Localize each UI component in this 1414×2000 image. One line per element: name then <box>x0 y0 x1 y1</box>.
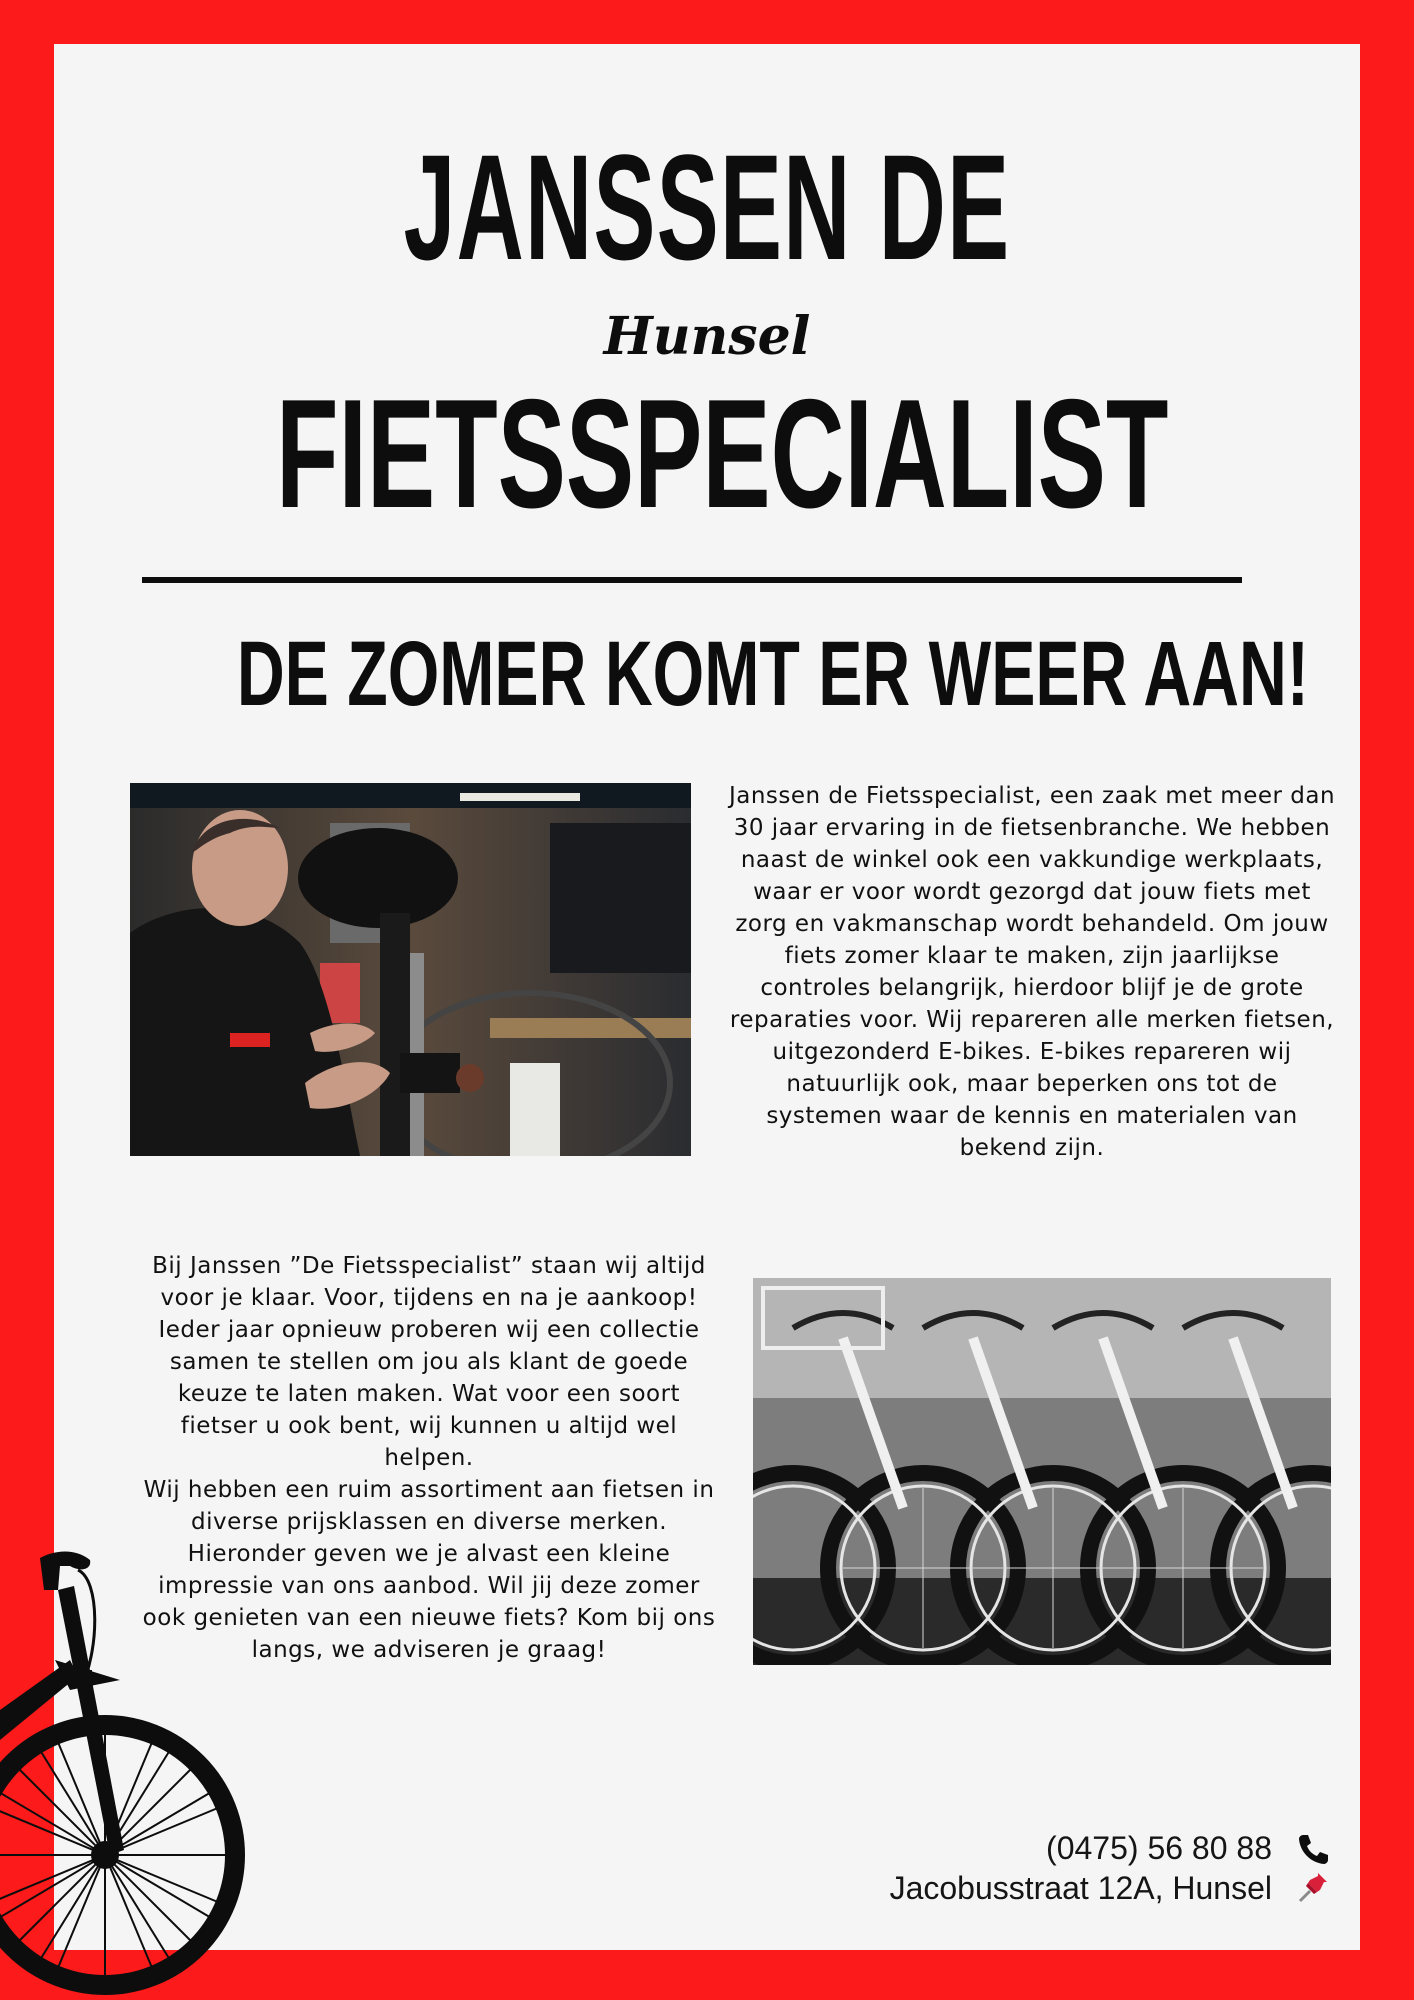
intro-paragraph: Janssen de Fietsspecialist, een zaak met meer dan 30 jaar ervaring in de fietsenbranche. We hebben naast de winkel ook een vakkundige werkplaats, waar er voor wordt gezorgd dat jouw fiets met zorg en vakmanschap wordt behandeld. Om jouw fiets zomer klaar te maken, zijn jaarlijkse controles belangrijk, hierdoor blijf je de grote reparaties voor. Wij repareren alle merken fietsen, uitgezonderd E-bikes. E-bikes repareren wij natuurlijk ook, maar beperken ons tot de systemen waar de kennis en materialen van bekend zijn. <box>728 783 1336 1161</box>
title-hunsel: Hunsel <box>603 306 811 367</box>
title-fietsspecialist: FIETSSPECIALIST <box>276 367 1169 540</box>
address: Jacobusstraat 12A, Hunsel <box>889 1870 1272 1906</box>
phone-icon <box>1296 1832 1330 1866</box>
collection-paragraph-part2: Wij hebben een ruim assortiment aan fietsen in diverse prijsklassen en diverse merken. Hieronder geven we je alvast een kleine impressie van ons aanbod. Wil jij deze zomer ook genieten van een nieuwe fiets? Kom bij ons langs, we adviseren je graag! <box>142 1477 716 1663</box>
bicycles-photo <box>753 1278 1331 1665</box>
title-janssen-de: JANSSEN DE <box>403 123 1011 291</box>
bicycle-silhouette-icon <box>0 1530 270 2000</box>
headline: DE ZOMER KOMT ER WEER AAN! <box>236 623 1309 725</box>
pushpin-icon <box>1296 1870 1330 1904</box>
phone-number: (0475) 56 80 88 <box>1046 1830 1272 1866</box>
collection-paragraph-part1: Bij Janssen ”De Fietsspecialist” staan wij altijd voor je klaar. Voor, tijdens en na je aankoop! Ieder jaar opnieuw proberen wij een collectie samen te stellen om jou als klant de goede keuze te laten maken. Wat voor een soort fietser u ook bent, wij kunnen u altijd wel helpen. <box>152 1253 706 1471</box>
mechanic-photo <box>130 783 691 1156</box>
divider <box>142 577 1242 583</box>
